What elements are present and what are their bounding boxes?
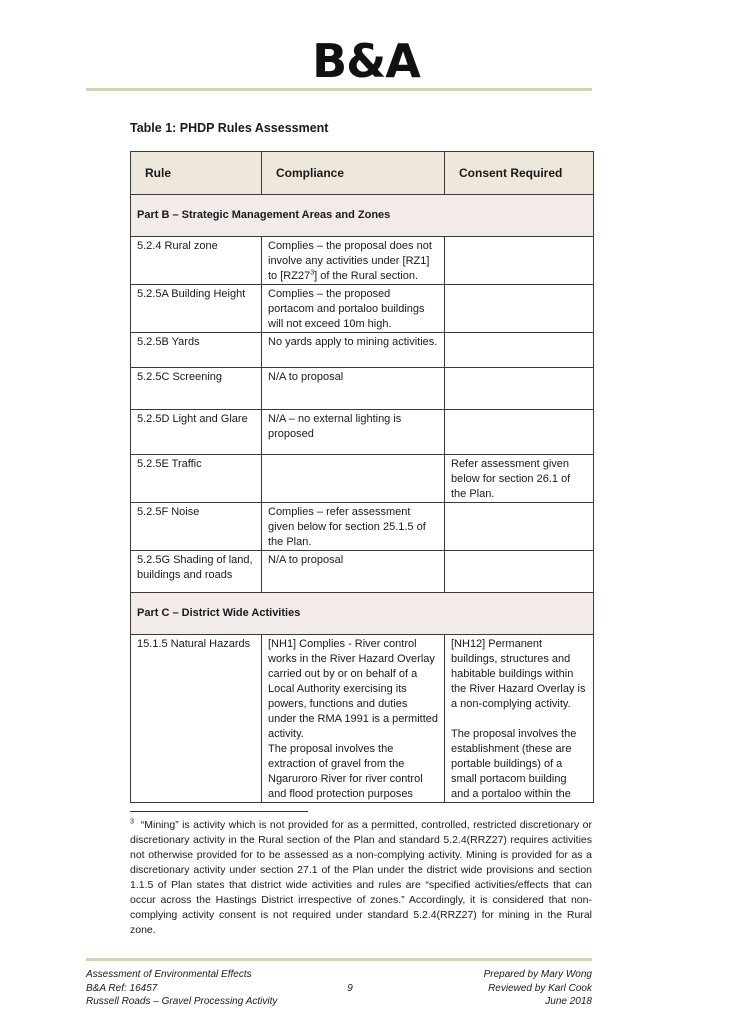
footer-right [484,968,592,1009]
rule-cell: 5.2.5C Screening [131,368,262,410]
footnote-ref: 3 [310,269,315,277]
consent-cell [445,237,594,285]
footer-reference: B&A Ref: 16457 [86,982,158,994]
rule-cell: 5.2.5F Noise [131,503,262,551]
table-row [131,410,594,455]
consent-paragraph: The proposal involves the establishment (these are portable buildings) of a small portacom building and a portaloo within the [451,728,577,800]
page-number: 9 [347,982,353,994]
footnote-text: “Mining” is activity which is not provided for as a permitted, controlled, restricted discretionary or discretionary activity in the Rural section of the Plan and standard 5.2.4(RRZ27) requires activities not otherwise provided for to be assessed as a non-complying activity. Mining is provided for as a discretionary activity under section 27.1 of the Plan under the district wide provisions and section 1.1.5 of Plan states that district wide activities and rules are “specified activities/effects that can occur across the Hastings District irrespective of zones.” Accordingly, it is considered that non-complying activity consent is not required under standard 5.2.4(RRZ27) for mining in the Rural zone. [130,819,592,936]
footer-prepared-by: Prepared by Mary Wong [483,969,592,980]
compliance-cell: N/A – no external lighting is proposed [262,410,445,455]
rule-cell: 5.2.5D Light and Glare [131,410,262,455]
consent-cell [445,368,594,410]
rules-assessment-table [130,151,594,803]
section-part-c: Part C – District Wide Activities [131,593,594,635]
compliance-paragraph: [NH1] Complies - River control works in the River Hazard Overlay carried out by or on behalf of a Local Authority exercising its powers, functions and duties under the RMA 1991 is a permitted activity. [268,638,438,740]
table-row [131,285,594,333]
compliance-cell: Complies – the proposal does not involve any activities under [RZ1] to $[RZ27^3]$ of the Rural section. [262,237,445,285]
column-header-rule: Rule [131,152,262,195]
table-row [131,503,594,551]
consent-cell [445,333,594,368]
footer-date: June 2018 [545,996,592,1007]
consent-cell: Refer assessment given below for section 26.1 of the Plan. [445,455,594,503]
rule-cell: 5.2.4 Rural zone [131,237,262,285]
rule-cell: 5.2.5A Building Height [131,285,262,333]
consent-cell [445,635,594,803]
rule-cell: 15.1.5 Natural Hazards [131,635,262,803]
compliance-cell: N/A to proposal [262,551,445,593]
footer-project: Russell Roads – Gravel Processing Activity [86,996,278,1007]
table-row [131,368,594,410]
rule-cell: 5.2.5G Shading of land, buildings and roads [131,551,262,593]
footer-left [86,968,277,1009]
rule-cell: 5.2.5B Yards [131,333,262,368]
table-header-row [131,152,594,195]
consent-cell [445,285,594,333]
footnote-divider [130,811,308,812]
company-logo: B&A [312,34,420,88]
consent-cell [445,503,594,551]
section-row [131,593,594,635]
compliance-cell: Complies – the proposed portacom and portaloo buildings will not exceed 10m high. [262,285,445,333]
table-row [131,635,594,803]
header-divider [86,88,592,91]
section-part-b: Part B – Strategic Management Areas and Zones [131,195,594,237]
consent-paragraph: [NH12] Permanent buildings, structures and habitable buildings within the River Hazard Overlay is a non-complying activity. [451,638,586,710]
table-row [131,237,594,285]
footnote-number: 3 [130,818,134,826]
footer-document-title: Assessment of Environmental Effects [86,969,252,980]
column-header-compliance: Compliance [262,152,445,195]
compliance-cell: No yards apply to mining activities. [262,333,445,368]
column-header-consent: Consent Required [445,152,594,195]
compliance-cell [262,635,445,803]
compliance-paragraph: The proposal involves the extraction of gravel from the Ngaruroro River for river control and flood protection purposes [268,743,423,800]
compliance-cell [262,455,445,503]
table-row [131,333,594,368]
compliance-cell: N/A to proposal [262,368,445,410]
footer-divider [86,958,592,961]
footer-reviewed-by: Reviewed by Karl Cook [488,982,592,994]
consent-cell [445,410,594,455]
footnote [130,818,592,938]
compliance-cell: Complies – refer assessment given below for section 25.1.5 of the Plan. [262,503,445,551]
table-row [131,551,594,593]
table-title: Table 1: PHDP Rules Assessment [130,121,329,135]
consent-cell [445,551,594,593]
section-row [131,195,594,237]
table-row [131,455,594,503]
rule-cell: 5.2.5E Traffic [131,455,262,503]
